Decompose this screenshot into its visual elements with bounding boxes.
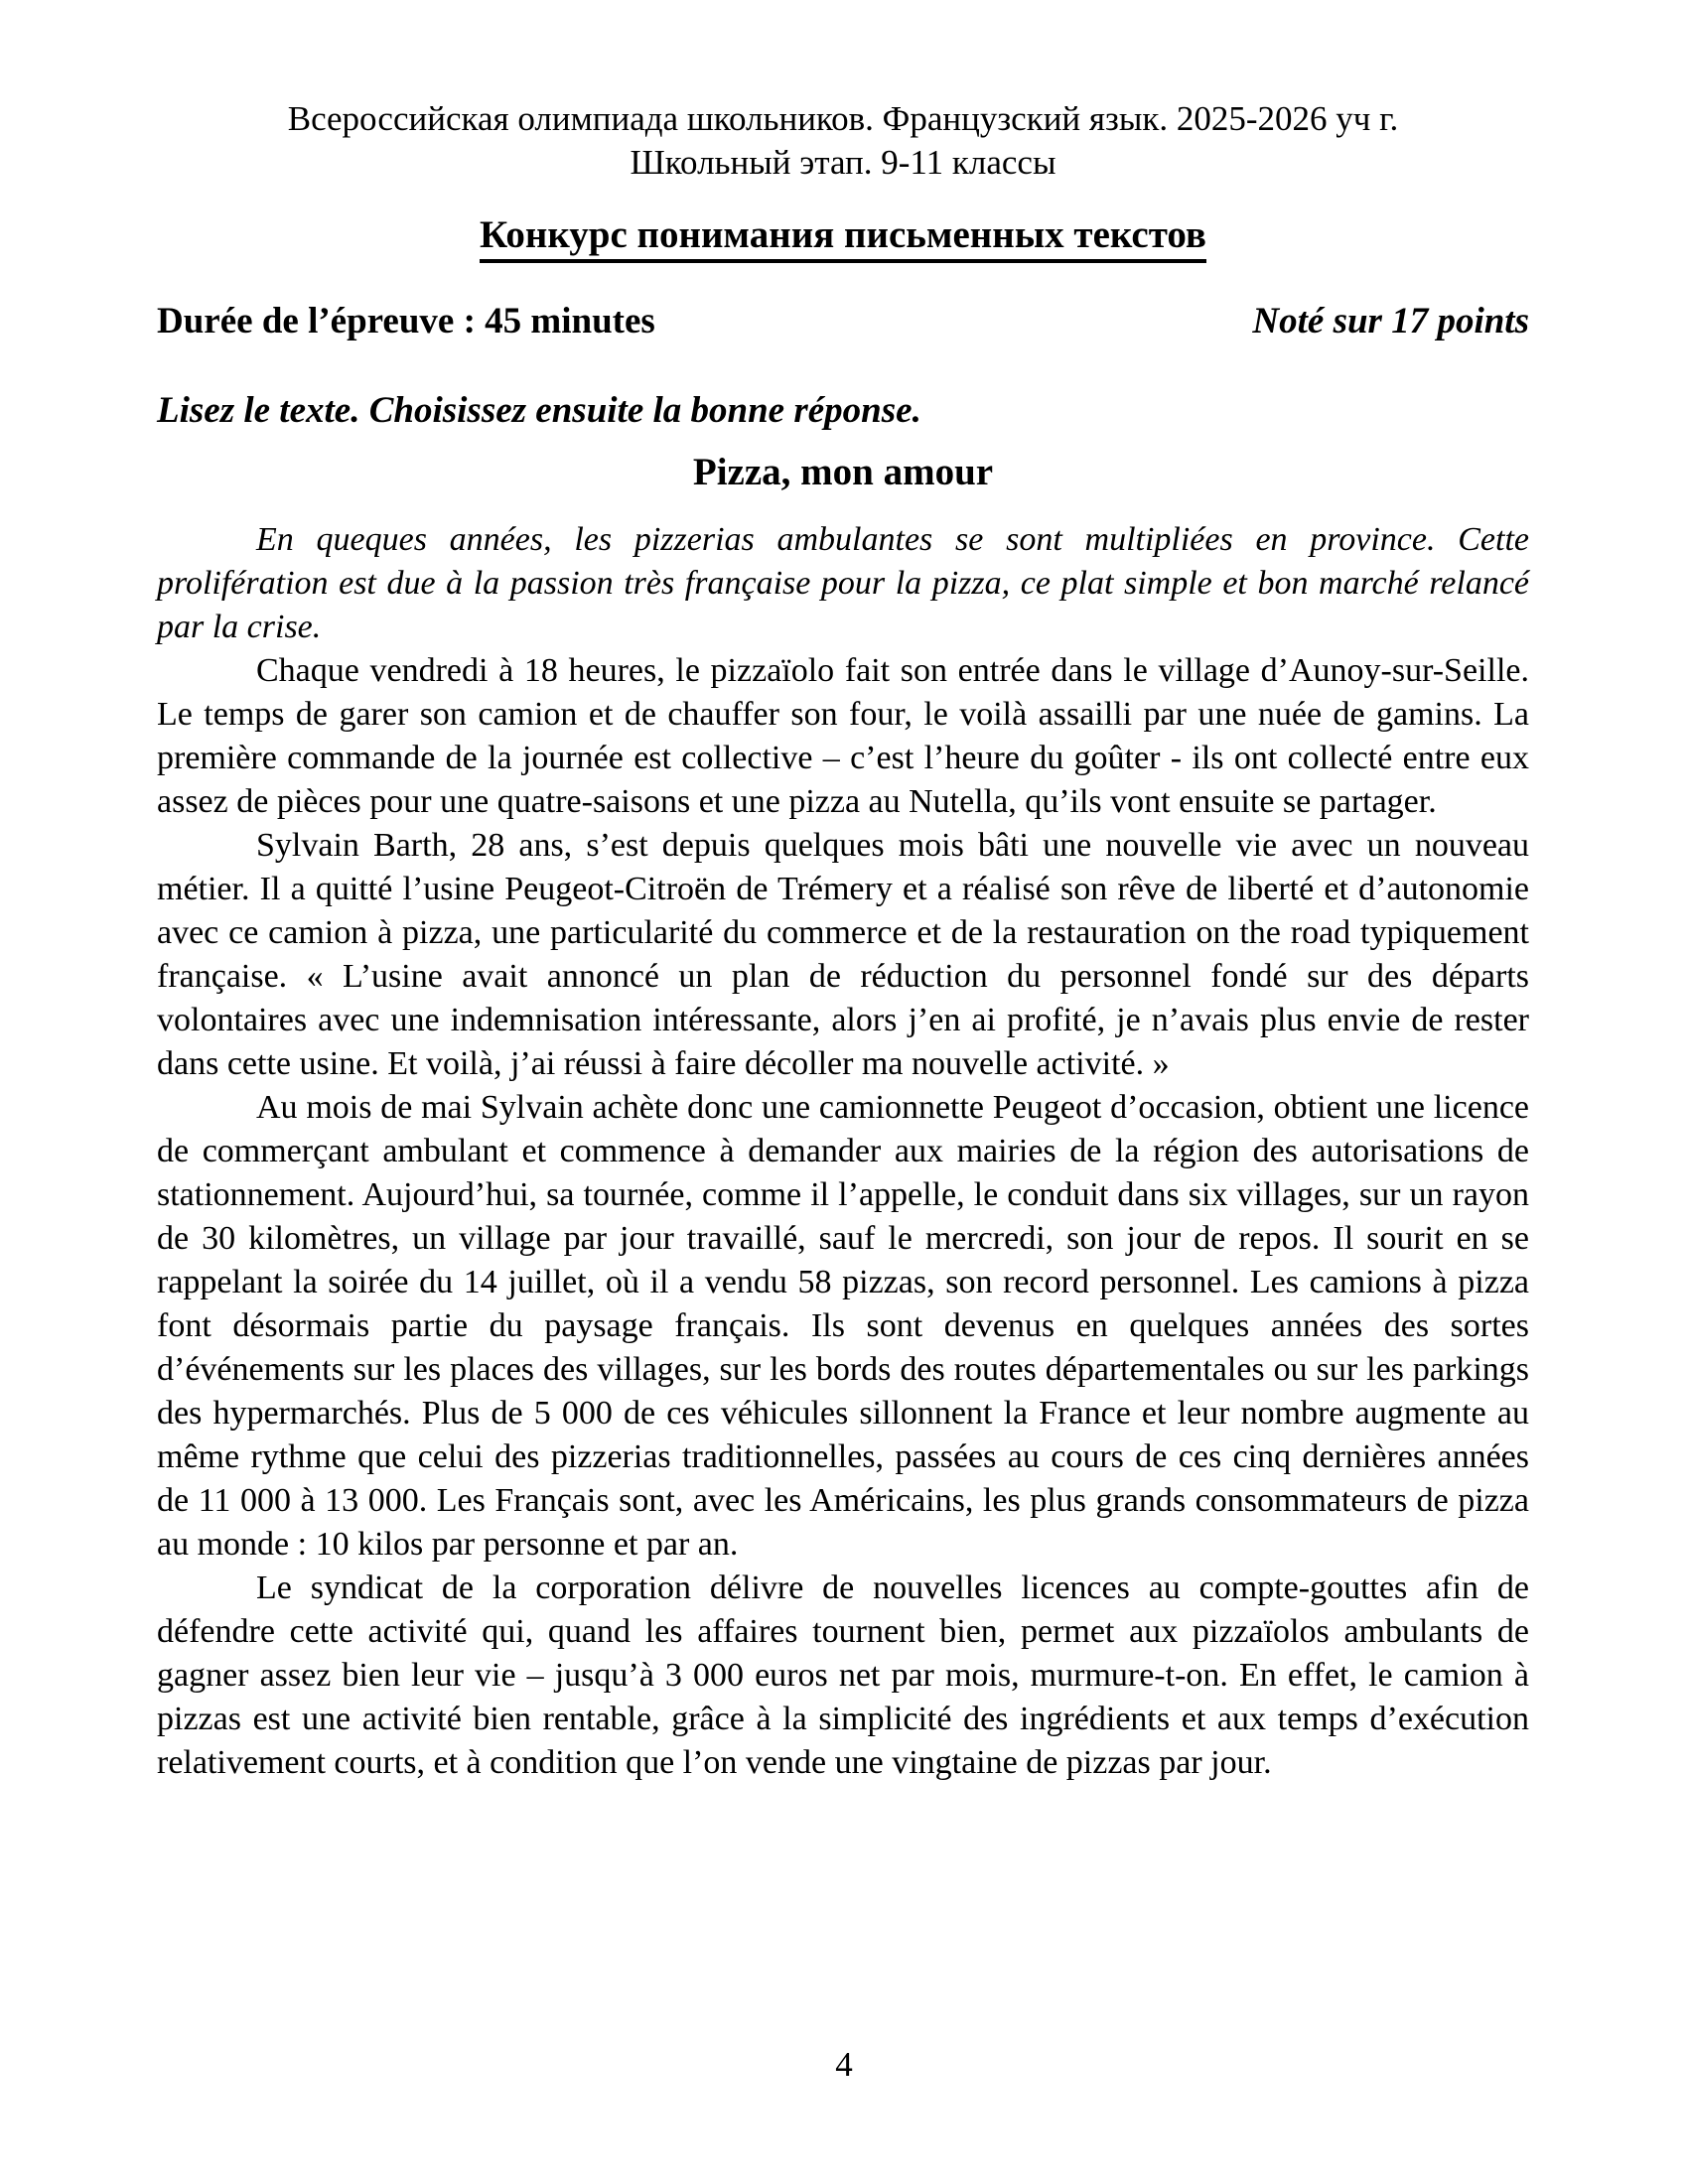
doc-header-line1: Всероссийская олимпиада школьников. Французский язык. 2025-2026 уч г. — [287, 99, 1399, 138]
article-paragraph: Le syndicat de la corporation délivre de nouvelles licences au compte-gouttes afin de défendre cette activité qui, quand les affaires tournent bien, permet aux pizzaïolos ambulants de gagner assez bien leur vie – jusqu’à 3 000 euros net par mois, murmure-t-on. En effet, le camion à pizzas est une activité bien rentable, grâce à la simplicité des ingrédients et aux temps d’exécution relativement courts, et à condition que l’on vende une vingtaine de pizzas par jour. — [157, 1570, 1529, 1781]
article-paragraph: Chaque vendredi à 18 heures, le pizzaïolo fait son entrée dans le village d’Aunoy-sur-Seille. Le temps de garer son camion et de chauffer son four, le voilà assailli par une nuée de gamins. La première commande de la journée est collective – c’est l’heure du goûter - ils ont collecté entre eux assez de pièces pour une quatre-saisons et une pizza au Nutella, qu’ils vont ensuite se partager. — [157, 652, 1529, 820]
duration-label: Durée de l’épreuve : 45 minutes — [157, 301, 655, 341]
doc-header-line2: Школьный этап. 9-11 классы — [630, 143, 1056, 182]
points-label: Noté sur 17 points — [1252, 301, 1529, 341]
article-body — [157, 518, 1529, 1785]
article-title: Pizza, mon amour — [692, 451, 994, 493]
article-paragraph: Au mois de mai Sylvain achète donc une camionnette Peugeot d’occasion, obtient une licence de commerçant ambulant et commence à demander aux mairies de la région des autorisations de stationnement. Aujourd’hui, sa tournée, comme il l’appelle, le conduit dans six villages, sur un rayon de 30 kilomètres, un village par jour travaillé, sauf le mercredi, son jour de repos. Il sourit en se rappelant la soirée du 14 juillet, où il a vendu 58 pizzas, son record personnel. Les camions à pizza font désormais partie du paysage français. Ils sont devenus en quelques années des sortes d’événements sur les places des villages, sur les bords des routes départementales ou sur les parkings des hypermarchés. Plus de 5 000 de ces véhicules sillonnent la France et leur nombre augmente au même rythme que celui des pizzerias traditionnelles, passées au cours de ces cinq dernières années de 11 000 à 13 000. Les Français sont, avec les Américains, les plus grands consommateurs de pizza au monde : 10 kilos par personne et par an. — [157, 1089, 1529, 1563]
page-number: 4 — [835, 2045, 853, 2084]
instruction-text: Lisez le texte. Choisissez ensuite la bonne réponse. — [157, 390, 921, 431]
meta-row — [157, 298, 1529, 345]
contest-title — [157, 210, 1529, 260]
contest-title-text: Конкурс понимания письменных текстов — [480, 213, 1206, 263]
doc-header — [157, 97, 1529, 185]
article-paragraph-intro: En queques années, les pizzerias ambulantes se sont multipliées en province. Cette prolifération est due à la passion très française pour la pizza, ce plat simple et bon marché relancé par la crise. — [157, 521, 1529, 645]
article-paragraph: Sylvain Barth, 28 ans, s’est depuis quelques mois bâti une nouvelle vie avec un nouveau métier. Il a quitté l’usine Peugeot-Citroën de Trémery et a réalisé son rêve de liberté et d’autonomie avec ce camion à pizza, une particularité du commerce et de la restauration on the road typiquement française. « L’usine avait annoncé un plan de réduction du personnel fondé sur des départs volontaires avec une indemnisation intéressante, alors j’en ai profité, je n’avais plus envie de rester dans cette usine. Et voilà, j’ai réussi à faire décoller ma nouvelle activité. » — [157, 827, 1529, 1082]
